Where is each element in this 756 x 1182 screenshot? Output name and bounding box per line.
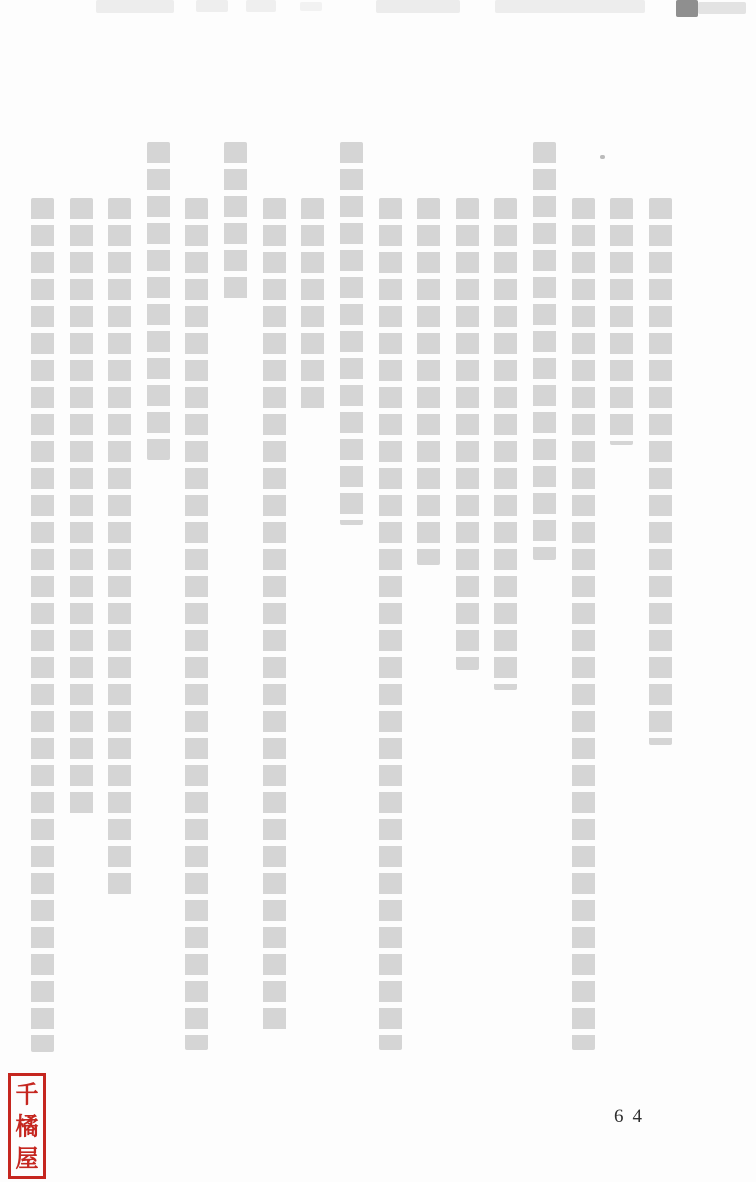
scan-smudge [246, 0, 276, 12]
redacted-text-column [301, 198, 324, 410]
scan-smudge [300, 2, 322, 11]
red-seal-stamp [8, 1073, 46, 1179]
redacted-text-column [263, 198, 286, 1035]
redacted-text-column [147, 142, 170, 460]
scan-smudge [698, 2, 746, 14]
redacted-text-column [649, 198, 672, 745]
scan-smudge [96, 0, 174, 13]
redacted-text-column [494, 198, 517, 690]
seal-character: 屋 [15, 1144, 39, 1172]
redacted-text-column [417, 198, 440, 565]
redacted-text-column [379, 198, 402, 1050]
seal-character: 千 [15, 1080, 39, 1108]
redacted-text-column [456, 198, 479, 670]
page-number: 64 [614, 1106, 651, 1127]
redacted-text-column [340, 142, 363, 525]
scan-smudge [600, 155, 605, 159]
redacted-text-column [185, 198, 208, 1050]
scan-smudge [495, 0, 645, 13]
redacted-text-column [610, 198, 633, 445]
redacted-text-column [533, 142, 556, 560]
seal-character: 橘 [15, 1112, 39, 1140]
redacted-text-column [31, 198, 54, 1052]
redacted-text-column [224, 142, 247, 300]
scan-smudge [376, 0, 460, 13]
redacted-text-column [70, 198, 93, 815]
redacted-text-column [108, 198, 131, 895]
redacted-text-column [572, 198, 595, 1050]
scan-smudge [196, 0, 228, 12]
scan-smudge [676, 0, 698, 17]
redaction-note [0, 0, 1, 1]
